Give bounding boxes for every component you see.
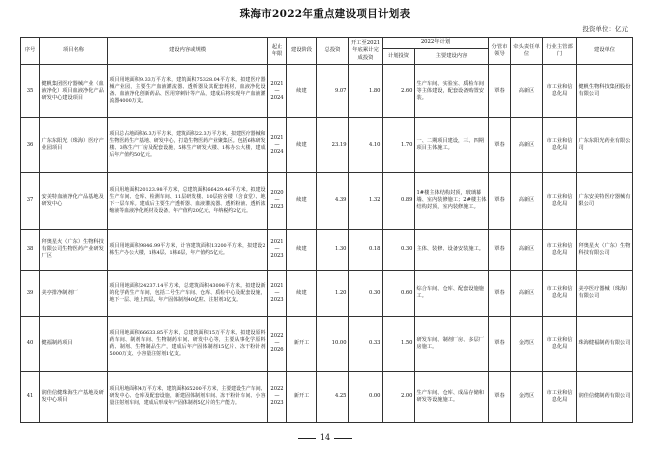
cell-total-investment: 9.07 bbox=[317, 65, 349, 118]
header-project-name: 项目名称 bbox=[40, 38, 108, 65]
cell-owner: 健帆生物科技集团股份有限公司 bbox=[577, 65, 633, 118]
cell-years: 2022—2026 bbox=[268, 317, 287, 372]
cell-content: 项目用地面积9.33万平方米，建筑面积75328.04平方米。拟建医疗器械产业园，主要生产血液灌流器、透析器及其配套耗材，血液净化设备、血液净化创新药品、医用穿刺针等产品，建成后将实现年产血液灌流器4000万支。 bbox=[108, 65, 268, 118]
header-years: 起止年限 bbox=[268, 38, 287, 65]
header-plan-investment: 计划投资 bbox=[383, 49, 415, 65]
header-owner: 建设单位 bbox=[577, 38, 633, 65]
cell-plan-content: 主体、装修、设备安装施工。 bbox=[415, 229, 489, 270]
cell-plan-investment: 2.60 bbox=[383, 65, 415, 118]
cell-seq: 37 bbox=[21, 173, 40, 230]
cell-lead-unit: 高新区 bbox=[511, 65, 543, 118]
cell-plan-content: 生产车间、实验室、质检车间等主体建设，配套设备购置安装。 bbox=[415, 65, 489, 118]
cell-total-investment: 4.39 bbox=[317, 173, 349, 230]
cell-department: 市工业和信息化局 bbox=[543, 173, 577, 230]
project-plan-table bbox=[20, 37, 633, 423]
cell-department: 市工业和信息化局 bbox=[543, 118, 577, 173]
cell-lead-unit: 金湾区 bbox=[511, 371, 543, 422]
cell-years: 2021—2024 bbox=[268, 65, 287, 118]
cell-stage: 续建 bbox=[287, 65, 317, 118]
cell-department: 市工业和信息化局 bbox=[543, 317, 577, 372]
cell-project-name: 拜奥星火（广东）生物科技有限公司生物医药产业研发厂区 bbox=[40, 229, 108, 270]
cell-content: 项目总占地面积6.3万平方米，建筑面积22.3万平方米，拟建医疗器械和生物医药生产基地、研发中心，打造生物医药产业聚集区。包括6栋研发楼、3栋生产厂房及配套设施，5栋生产研发大楼、1栋办公大楼，建成后年产值约50亿元。 bbox=[108, 118, 268, 173]
cell-project-name: 安美特血液净化产品基地及研发中心 bbox=[40, 173, 108, 230]
header-plan-group: 2022年计划 bbox=[383, 38, 489, 49]
cell-stage: 续建 bbox=[287, 270, 317, 316]
cell-owner: 美亭医疗器械（珠海）有限公司 bbox=[577, 270, 633, 316]
page-footer bbox=[0, 433, 650, 442]
cell-lead-unit: 高新区 bbox=[511, 173, 543, 230]
header-content: 建设内容或规模 bbox=[108, 38, 268, 65]
cell-city-leader: 覃春 bbox=[489, 65, 511, 118]
table-row bbox=[21, 173, 633, 230]
cell-cumulative-investment: 0.18 bbox=[349, 229, 383, 270]
cell-content: 项目用地面积9846.99平方米，计容建筑面积13200平方米，拟建设2栋生产办公大楼，1栋4层、1栋6层，年产值约5亿元。 bbox=[108, 229, 268, 270]
cell-department: 市工业和信息化局 bbox=[543, 229, 577, 270]
cell-total-investment: 4.25 bbox=[317, 371, 349, 422]
page-title: 珠海市2022年重点建设项目计划表 bbox=[239, 8, 411, 20]
cell-plan-content: 生产车间、仓库、成品存储和研发等设施施工。 bbox=[415, 371, 489, 422]
cell-department: 市工业和信息化局 bbox=[543, 371, 577, 422]
cell-years: 2020—2023 bbox=[268, 173, 287, 230]
cell-lead-unit: 高新区 bbox=[511, 229, 543, 270]
cell-owner: 润佳信健制药有限公司 bbox=[577, 371, 633, 422]
cell-project-name: 润佳信健珠海生产基地及研发中心项目 bbox=[40, 371, 108, 422]
footer-dash-left bbox=[298, 438, 316, 439]
cell-plan-investment: 0.60 bbox=[383, 270, 415, 316]
header-city-leader: 分管市领导 bbox=[489, 38, 511, 65]
cell-plan-investment: 0.30 bbox=[383, 229, 415, 270]
cell-lead-unit: 高新区 bbox=[511, 118, 543, 173]
cell-content: 项目用地面积20123.98平方米，总建筑面积66429.46平方米。拟建设生产车间、仓库、检测车间、11层研发楼、10层宿舍楼（含食堂）、地下一层车库。建成后主要生产透析器、血液灌流器、透析粉液、透析浓缩液等血液净化耗材及设备，年产值约20亿元，年纳税约2亿元。 bbox=[108, 173, 268, 230]
cell-lead-unit: 高新区 bbox=[511, 270, 543, 316]
cell-city-leader: 覃春 bbox=[489, 173, 511, 230]
cell-project-name: 健福制药项目 bbox=[40, 317, 108, 372]
cell-years: 2021—2023 bbox=[268, 270, 287, 316]
table-row bbox=[21, 317, 633, 372]
table-row bbox=[21, 270, 633, 316]
cell-content: 项目用地面积66633.85平方米，总建筑面积15万平方米。拟建设原料药车间、制剂车间、生物制药车间、研发中心等，主要从事化学原料药、制剂、生物制品生产，建成后年产固体制剂15亿片、冻干粉针剂5000万支、小容量注射剂1亿支。 bbox=[108, 317, 268, 372]
cell-years: 2022—2023 bbox=[268, 371, 287, 422]
cell-plan-content: 研发车间、制剂厂房、多层厂房施工。 bbox=[415, 317, 489, 372]
cell-seq: 41 bbox=[21, 371, 40, 422]
table-row bbox=[21, 229, 633, 270]
cell-stage: 新开工 bbox=[287, 317, 317, 372]
table-row bbox=[21, 118, 633, 173]
cell-project-name: 健帆集团医疗器械产业（血液净化）项目血液净化产品研发中心建设项目 bbox=[40, 65, 108, 118]
cell-seq: 40 bbox=[21, 317, 40, 372]
cell-total-investment: 10.00 bbox=[317, 317, 349, 372]
cell-project-name: 美亭排净制剂厂 bbox=[40, 270, 108, 316]
cell-total-investment: 1.20 bbox=[317, 270, 349, 316]
cell-total-investment: 23.19 bbox=[317, 118, 349, 173]
cell-cumulative-investment: 0.30 bbox=[349, 270, 383, 316]
cell-city-leader: 覃春 bbox=[489, 118, 511, 173]
cell-owner: 拜奥星火（广东）生物科技有限公司 bbox=[577, 229, 633, 270]
cell-city-leader: 覃春 bbox=[489, 371, 511, 422]
cell-content: 项目用地面积4万平方米，建筑面积65200平方米，主要建设生产车间、研发中心、仓库及配套设施，新建固体制剂车间、冻干粉针车间、小容量注射剂车间，建成后形成年产固体制剂5亿片的生产能力。 bbox=[108, 371, 268, 422]
cell-department: 市工业和信息化局 bbox=[543, 65, 577, 118]
header-total-investment: 总投资 bbox=[317, 38, 349, 65]
cell-cumulative-investment: 0.33 bbox=[349, 317, 383, 372]
cell-plan-investment: 1.50 bbox=[383, 317, 415, 372]
cell-owner: 广东东阳光药业有限公司 bbox=[577, 118, 633, 173]
investment-unit-note: 投资单位：亿元 bbox=[582, 25, 628, 33]
cell-plan-content: 综合车间、仓库、配套设施施工。 bbox=[415, 270, 489, 316]
cell-years: 2021—2023 bbox=[268, 229, 287, 270]
header-stage: 建设阶段 bbox=[287, 38, 317, 65]
cell-plan-content: 1#楼主体结构封顶，玻璃幕墙、室内装修施工；2#楼主体结构封顶，室内装修施工。 bbox=[415, 173, 489, 230]
cell-seq: 38 bbox=[21, 229, 40, 270]
cell-plan-content: 一、二期项目建设，三、四期项目主体施工。 bbox=[415, 118, 489, 173]
cell-plan-investment: 2.00 bbox=[383, 371, 415, 422]
cell-seq: 36 bbox=[21, 118, 40, 173]
table-row bbox=[21, 65, 633, 118]
page-number: 14 bbox=[319, 433, 331, 442]
cell-owner: 珠海健福制药有限公司 bbox=[577, 317, 633, 372]
header-plan-content: 主要建设内容 bbox=[415, 49, 489, 65]
header-lead-unit: 牵头责任单位 bbox=[511, 38, 543, 65]
header-cumulative-investment: 开工至2021年底累计完成投资 bbox=[349, 38, 383, 65]
cell-seq: 39 bbox=[21, 270, 40, 316]
cell-content: 项目用地面积24237.14平方米，总建筑面积43098平方米。拟建设新的化学药生产车间，包括二号生产车间、仓库、质检中心及配套设施，地下一层、地上四层。年产固体制剂40亿粒、注射剂3亿支。 bbox=[108, 270, 268, 316]
cell-lead-unit: 金湾区 bbox=[511, 317, 543, 372]
cell-city-leader: 覃春 bbox=[489, 317, 511, 372]
cell-stage: 续建 bbox=[287, 118, 317, 173]
cell-years: 2021—2024 bbox=[268, 118, 287, 173]
cell-city-leader: 覃春 bbox=[489, 229, 511, 270]
cell-stage: 新开工 bbox=[287, 371, 317, 422]
cell-cumulative-investment: 1.32 bbox=[349, 173, 383, 230]
cell-stage: 续建 bbox=[287, 173, 317, 230]
cell-plan-investment: 1.70 bbox=[383, 118, 415, 173]
cell-department: 市工业和信息化局 bbox=[543, 270, 577, 316]
header-seq: 序号 bbox=[21, 38, 40, 65]
cell-cumulative-investment: 4.10 bbox=[349, 118, 383, 173]
footer-dash-right bbox=[334, 438, 352, 439]
header-department: 行业主管部门 bbox=[543, 38, 577, 65]
table-row bbox=[21, 371, 633, 422]
cell-stage: 续建 bbox=[287, 229, 317, 270]
cell-total-investment: 1.30 bbox=[317, 229, 349, 270]
cell-cumulative-investment: 1.80 bbox=[349, 65, 383, 118]
cell-city-leader: 覃春 bbox=[489, 270, 511, 316]
cell-seq: 35 bbox=[21, 65, 40, 118]
cell-project-name: 广东东阳光（珠海）医疗产业园项目 bbox=[40, 118, 108, 173]
cell-owner: 广东安美特医疗器械有限公司 bbox=[577, 173, 633, 230]
cell-cumulative-investment: 0.00 bbox=[349, 371, 383, 422]
cell-plan-investment: 0.89 bbox=[383, 173, 415, 230]
